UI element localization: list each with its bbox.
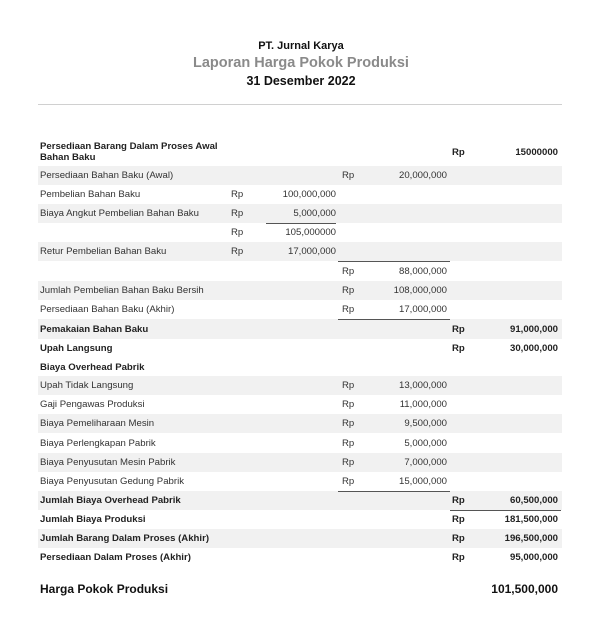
currency-label: Rp: [452, 533, 465, 544]
row-label: Persediaan Bahan Baku (Awal): [40, 170, 174, 181]
amount-cell: 9,500,000: [404, 418, 447, 429]
report-date: 31 Desember 2022: [246, 74, 356, 88]
final-total-row: [38, 576, 562, 602]
amount-cell: 15000000: [515, 146, 558, 158]
table-row: [38, 185, 562, 204]
table-row: [38, 138, 562, 166]
currency-label: Rp: [452, 323, 465, 335]
table-row: [38, 261, 562, 281]
sum-underline: [338, 261, 450, 262]
currency-label: Rp: [342, 476, 355, 487]
table-row: [38, 395, 562, 414]
table-row: [38, 414, 562, 433]
sum-underline: [338, 319, 450, 320]
company-name: PT. Jurnal Karya: [258, 40, 344, 52]
table-row: [38, 358, 562, 376]
currency-label: Rp: [231, 189, 244, 200]
row-label: Biaya Overhead Pabrik: [40, 361, 145, 373]
amount-cell: 17,000,000: [398, 304, 447, 315]
table-row: [38, 166, 562, 185]
amount-cell: 100,000,000: [282, 189, 336, 200]
row-label: Biaya Penyusutan Mesin Pabrik: [40, 457, 176, 468]
amount-cell: 17,000,000: [287, 246, 336, 257]
table-row: [38, 433, 562, 453]
currency-label: Rp: [452, 495, 465, 506]
row-label: Biaya Angkut Pembelian Bahan Baku: [40, 208, 199, 219]
currency-label: Rp: [342, 418, 355, 429]
row-label: Gaji Pengawas Produksi: [40, 399, 145, 410]
row-label: Persediaan Barang Dalam Proses Awal Bahan Baku: [40, 141, 218, 163]
final-total-label: Harga Pokok Produksi: [40, 582, 169, 596]
amount-cell: 11,000,000: [399, 399, 447, 410]
currency-label: Rp: [342, 457, 355, 468]
currency-label: Rp: [452, 343, 465, 354]
currency-label: Rp: [342, 437, 355, 449]
table-row: [38, 281, 562, 300]
table-row: [38, 339, 562, 358]
amount-cell: 181,500,000: [504, 514, 558, 525]
table-row: [38, 319, 562, 339]
table-row: [38, 548, 562, 567]
currency-label: Rp: [342, 265, 355, 277]
currency-label: Rp: [342, 399, 355, 410]
row-label: Pembelian Bahan Baku: [40, 189, 141, 200]
currency-label: Rp: [342, 285, 355, 296]
table-row: [38, 453, 562, 472]
row-label: Persediaan Bahan Baku (Akhir): [40, 304, 175, 315]
table-row: [38, 510, 562, 529]
table-row: [38, 529, 562, 548]
row-label: Pemakaian Bahan Baku: [40, 323, 149, 335]
currency-label: Rp: [342, 170, 355, 181]
currency-label: Rp: [231, 227, 244, 238]
row-label: Biaya Perlengkapan Pabrik: [40, 437, 156, 449]
amount-cell: 7,000,000: [404, 457, 447, 468]
currency-label: Rp: [452, 146, 465, 158]
amount-cell: 60,500,000: [509, 495, 558, 506]
row-label: Jumlah Barang Dalam Proses (Akhir): [40, 533, 210, 544]
row-label: Persediaan Dalam Proses (Akhir): [40, 552, 191, 563]
table-row: [38, 491, 562, 510]
row-label: Upah Tidak Langsung: [40, 380, 134, 391]
currency-label: Rp: [452, 514, 465, 525]
header-divider: [38, 104, 562, 105]
table-row: [38, 300, 562, 319]
row-label: Jumlah Biaya Produksi: [40, 514, 146, 525]
amount-cell: 88,000,000: [398, 265, 447, 277]
sum-underline: [450, 510, 561, 511]
row-label: Jumlah Pembelian Bahan Baku Bersih: [40, 285, 204, 296]
row-label: Biaya Penyusutan Gedung Pabrik: [40, 476, 184, 487]
amount-cell: 13,000,000: [398, 380, 447, 391]
row-label: Retur Pembelian Bahan Baku: [40, 246, 167, 257]
amount-cell: 108,000,000: [393, 285, 447, 296]
sum-underline: [338, 491, 450, 492]
table-row: [38, 376, 562, 395]
currency-label: Rp: [342, 304, 355, 315]
amount-cell: 20,000,000: [398, 170, 447, 181]
table-row: [38, 204, 562, 223]
table-row: [38, 223, 562, 242]
row-label: Upah Langsung: [40, 343, 113, 354]
amount-cell: 196,500,000: [504, 533, 558, 544]
table-row: [38, 242, 562, 261]
amount-cell: 5,000,000: [404, 437, 447, 449]
amount-cell: 105,000000: [285, 227, 336, 238]
report-title: Laporan Harga Pokok Produksi: [193, 55, 409, 71]
amount-cell: 15,000,000: [398, 476, 447, 487]
currency-label: Rp: [231, 208, 244, 219]
currency-label: Rp: [452, 552, 465, 563]
amount-cell: 95,000,000: [509, 552, 558, 563]
final-total-value: 101,500,000: [491, 582, 558, 596]
amount-cell: 30,000,000: [509, 343, 558, 354]
row-label: Jumlah Biaya Overhead Pabrik: [40, 495, 181, 506]
row-label: Biaya Pemeliharaan Mesin: [40, 418, 155, 429]
table-row: [38, 472, 562, 491]
currency-label: Rp: [231, 246, 244, 257]
amount-cell: 5,000,000: [293, 208, 336, 219]
sum-underline: [266, 223, 336, 224]
amount-cell: 91,000,000: [509, 323, 558, 335]
currency-label: Rp: [342, 380, 355, 391]
